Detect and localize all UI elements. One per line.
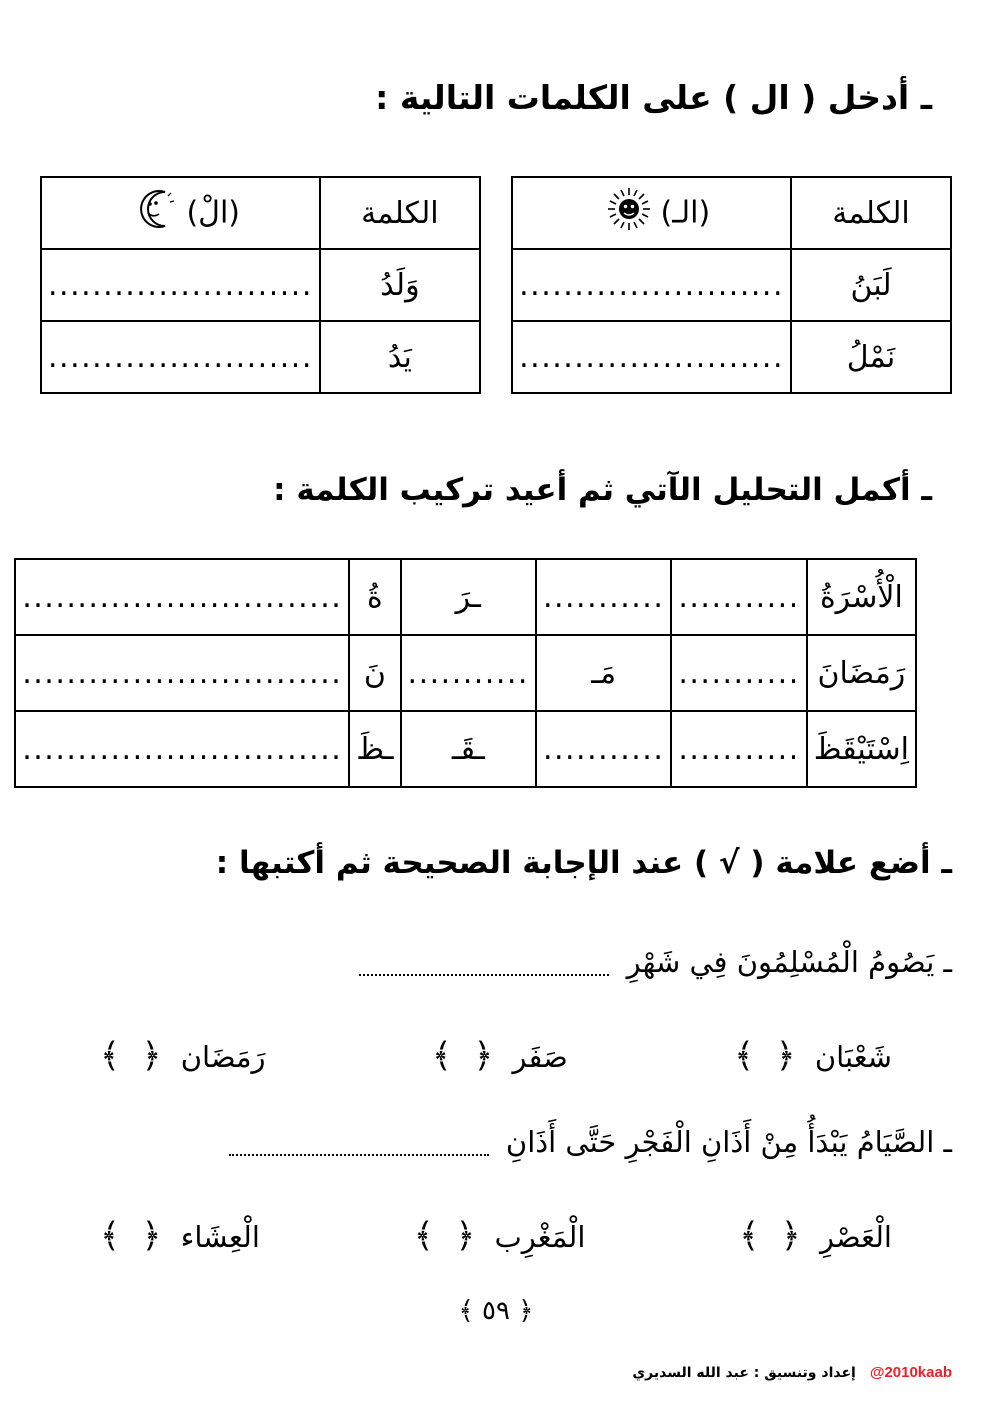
analysis-word-cell: رَمَضَانَ (807, 635, 916, 711)
page-title-question-3: ـ أضع علامة ( √ ) عند الإجابة الصحيحة ثم أكتبها : (215, 845, 952, 881)
moon-icon (135, 188, 177, 238)
header-word-cell: الكلمة (791, 177, 951, 249)
question-1-blank[interactable] (359, 952, 609, 976)
answer-blank-cell[interactable]: ........................ (512, 321, 791, 393)
choice-label: الْعَصْرِ (819, 1220, 892, 1254)
analysis-part-cell: نَ (349, 635, 400, 711)
analysis-part-cell: ـظَ (349, 711, 400, 787)
analysis-part-cell[interactable]: ........... (671, 635, 806, 711)
question-2-sentence (40, 1125, 952, 1159)
table-row (15, 559, 916, 635)
table-row (512, 249, 951, 321)
analysis-result-cell[interactable]: ............................. (15, 711, 349, 787)
table-header-row (41, 177, 480, 249)
choice-option[interactable] (100, 1035, 266, 1076)
top-tables-container (40, 176, 952, 394)
analysis-result-cell[interactable]: ............................. (15, 635, 349, 711)
choice-option[interactable] (734, 1035, 892, 1076)
table-row (15, 711, 916, 787)
question-2-prefix: ـ (943, 1125, 952, 1159)
sun-words-table (511, 176, 952, 394)
choice-label: الْمَغْرِب (494, 1220, 586, 1254)
page-title-question-1: ـ أدخل ( ال ) على الكلمات التالية : (375, 78, 932, 117)
checkbox-bracket[interactable]: ﴿ ﴾ (431, 1036, 494, 1076)
analysis-part-cell: مَـ (536, 635, 671, 711)
table-row (512, 321, 951, 393)
question-1-text: يَصُومُ الْمُسْلِمُونَ فِي شَهْرِ (626, 945, 935, 979)
question-1-sentence (40, 945, 952, 979)
footer-tag: @2010kaab (869, 1364, 952, 1381)
analysis-part-cell: ـقَـ (401, 711, 536, 787)
page-title-question-2: ـ أكمل التحليل الآتي ثم أعيد تركيب الكلمة : (273, 472, 932, 508)
table-row (41, 249, 480, 321)
choice-label: صَفَر (512, 1040, 568, 1074)
word-cell: يَدُ (320, 321, 480, 393)
analysis-part-cell[interactable]: ........... (536, 559, 671, 635)
header-word-cell: الكلمة (320, 177, 480, 249)
table-header-row (512, 177, 951, 249)
answer-blank-cell[interactable]: ........................ (41, 321, 320, 393)
analysis-part-cell[interactable]: ........... (401, 635, 536, 711)
question-2-blank[interactable] (229, 1132, 489, 1156)
analysis-part-cell[interactable]: ........... (536, 711, 671, 787)
analysis-part-cell: ةُ (349, 559, 400, 635)
question-1-choices (40, 1035, 952, 1076)
word-cell: لَبَنُ (791, 249, 951, 321)
analysis-part-cell[interactable]: ........... (671, 711, 806, 787)
answer-blank-cell[interactable]: ........................ (512, 249, 791, 321)
header-al-cell (512, 177, 791, 249)
word-cell: نَمْلُ (791, 321, 951, 393)
table-row (15, 635, 916, 711)
answer-blank-cell[interactable]: ........................ (41, 249, 320, 321)
checkbox-bracket[interactable]: ﴿ ﴾ (734, 1036, 796, 1076)
page-number-value: ﴿ ٥٩ ﴾ (458, 1296, 534, 1326)
checkbox-bracket[interactable]: ﴿ ﴾ (739, 1216, 801, 1256)
choice-option[interactable] (100, 1215, 260, 1256)
question-1-prefix: ـ (943, 945, 952, 979)
moon-words-table (40, 176, 481, 394)
choice-option[interactable] (414, 1215, 586, 1256)
al-label: (الـ) (660, 195, 711, 231)
question-2-text: الصَّيَامُ يَبْدَأُ مِنْ أَذَانِ الْفَجْرِ حَتَّى أَذَانِ (505, 1125, 935, 1159)
choice-option[interactable] (432, 1035, 568, 1076)
choice-option[interactable] (739, 1215, 892, 1256)
table-row (41, 321, 480, 393)
al-label: (الْ) (186, 195, 240, 231)
choice-label: شَعْبَان (814, 1040, 892, 1074)
checkbox-bracket[interactable]: ﴿ ﴾ (100, 1036, 162, 1076)
question-2-choices (40, 1215, 952, 1256)
analysis-word-cell: اِسْتَيْقَظَ (807, 711, 916, 787)
choice-label: رَمَضَان (180, 1040, 266, 1074)
choice-label: الْعِشَاء (180, 1220, 260, 1254)
footer (40, 1364, 952, 1381)
sun-icon (607, 187, 651, 239)
word-analysis-table (14, 558, 917, 788)
page-number (0, 1296, 992, 1326)
checkbox-bracket[interactable]: ﴿ ﴾ (100, 1216, 162, 1256)
analysis-part-cell: ـرَ (401, 559, 536, 635)
footer-credit: إعداد وتنسيق : عبد الله السديري (632, 1364, 856, 1381)
analysis-part-cell[interactable]: ........... (671, 559, 806, 635)
checkbox-bracket[interactable]: ﴿ ﴾ (413, 1216, 476, 1256)
page-number-text: ٥٩ (482, 1296, 510, 1326)
word-cell: وَلَدُ (320, 249, 480, 321)
analysis-word-cell: الْأُسْرَةُ (807, 559, 916, 635)
analysis-result-cell[interactable]: ............................. (15, 559, 349, 635)
header-al-cell (41, 177, 320, 249)
